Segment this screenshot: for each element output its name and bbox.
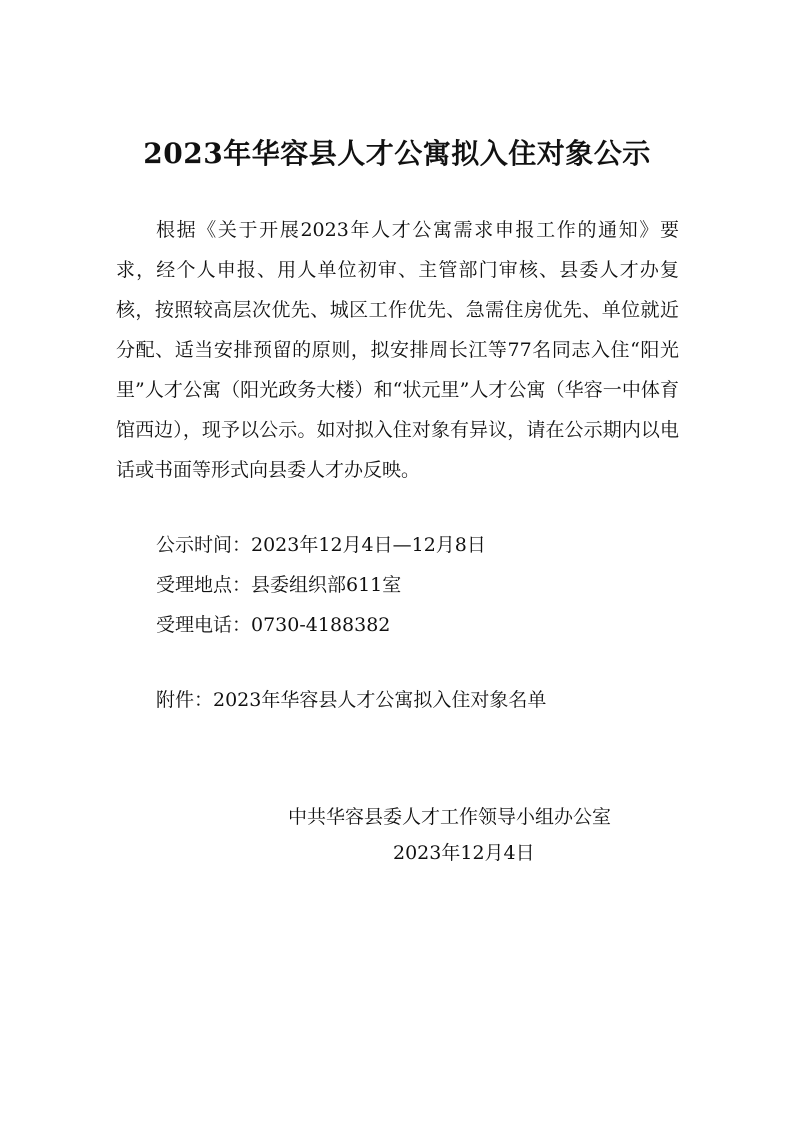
- notice-period: 公示时间：2023年12月4日—12月8日: [156, 534, 486, 556]
- body-paragraph: 根据《关于开展2023年人才公寓需求申报工作的通知》要求，经个人申报、用人单位初审、主管部门审核、县委人才办复核，按照较高层次优先、城区工作优先、急需住房优先、单位就近分配、适当安排预留的原则，拟安排周长江等77名同志入住“阳光里”人才公寓（阳光政务大楼）和“状元里”人才公寓（华容一中体育馆西边），现予以公示。如对拟入住对象有异议，请在公示期内以电话或书面等形式向县委人才办反映。: [116, 219, 679, 481]
- acceptance-phone: 受理电话：0730-4188382: [156, 614, 391, 636]
- document-title: 2023年华容县人才公寓拟入住对象公示: [143, 137, 651, 170]
- attachment-note: 附件：2023年华容县人才公寓拟入住对象名单: [156, 689, 547, 711]
- issuer-name: 中共华容县委人才工作领导小组办公室: [288, 806, 612, 828]
- issue-date: 2023年12月4日: [393, 842, 535, 864]
- acceptance-location: 受理地点：县委组织部611室: [156, 574, 402, 596]
